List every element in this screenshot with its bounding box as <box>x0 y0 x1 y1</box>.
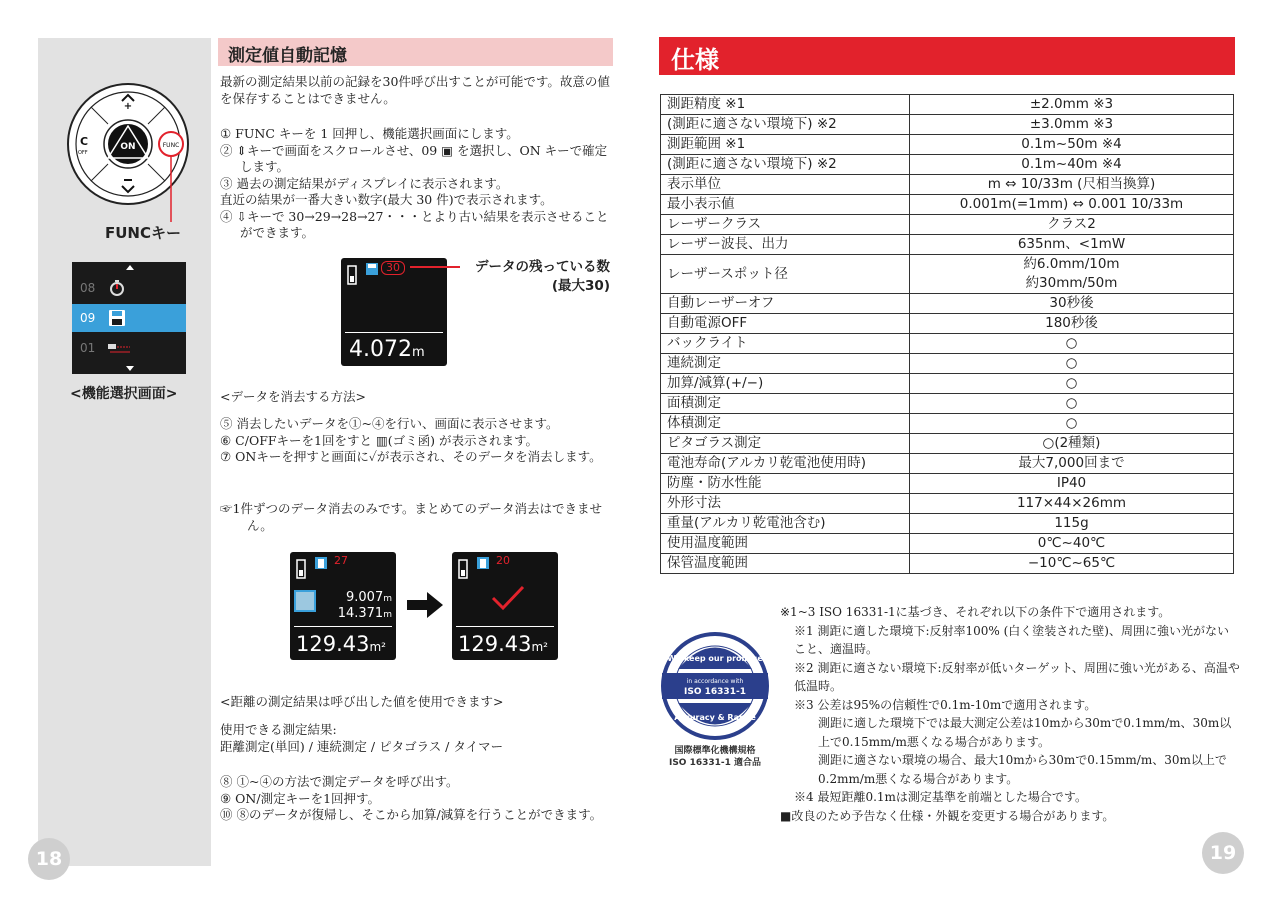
check-icon <box>490 584 526 612</box>
off-key-label: OFF <box>78 150 88 156</box>
spec-value: 635nm、<1mW <box>910 235 1234 255</box>
badge-bottom-text: Accuracy & Range <box>674 713 756 722</box>
usable-results: 使用できる測定結果: 距離測定(単回) / 連続測定 / ピタゴラス / タイマー <box>220 722 504 754</box>
spec-value: ○ <box>910 394 1234 414</box>
note-line: ※3 公差は95%の信頼性で0.1m-10mで適用されます。 <box>794 697 1097 712</box>
main-value: 129.43m² <box>296 632 386 656</box>
note-line: 測距に適した環境下では最大測定公差は10mから30mで0.1mm/m、30m以上で0.15mm/m悪くなる場合があります。 <box>818 716 1232 749</box>
note-line: ※1 測距に適した環境下:反射率100% (白く塗装された壁)、周囲に強い光がないこと、適温時。 <box>794 623 1229 656</box>
record-count-badge: 30 <box>381 261 405 275</box>
spec-row <box>661 155 1234 175</box>
spec-value: ±3.0mm ※3 <box>910 115 1234 135</box>
spec-value: クラス2 <box>910 215 1234 235</box>
value-line-1: 9.007m <box>346 590 392 605</box>
spec-value: 0.1m~40m ※4 <box>910 155 1234 175</box>
step-item: ④ ⇩キーで 30→29→28→27・・・とより古い結果を表示させることができます。 <box>220 208 609 240</box>
spec-row <box>661 334 1234 354</box>
spec-label: 自動レーザーオフ <box>661 294 910 314</box>
spec-label: 加算/減算(+/−) <box>661 374 910 394</box>
step-item: ② ⇕キーで画面をスクロールさせ、09 ▣ を選択し、ON キーで確定します。 <box>220 142 608 174</box>
spec-value: ○(2種類) <box>910 434 1234 454</box>
spec-row <box>661 394 1234 414</box>
data-count-callout: データの残っている数 (最大30) <box>475 259 610 294</box>
svg-text:+: + <box>123 101 133 112</box>
save-icon <box>365 262 379 276</box>
device-screen-recall <box>341 258 447 366</box>
on-key-label: ON <box>120 142 136 152</box>
record-count: 20 <box>496 554 510 567</box>
spec-label: 重量(アルカリ乾電池含む) <box>661 514 910 534</box>
step-item: ③ 過去の測定結果がディスプレイに表示されます。 <box>220 175 509 191</box>
badge-top-text: We keep our promise <box>667 654 763 663</box>
spec-label: (測距に適さない環境下) ※2 <box>661 155 910 175</box>
spec-row <box>661 135 1234 155</box>
step-item: ⑤ 消去したいデータを①~④を行い、画面に表示させます。 <box>220 416 559 431</box>
note-line: ※1~3 ISO 16331-1に基づき、それぞれ以下の条件下で適用されます。 <box>780 605 1171 619</box>
c-key-label: C <box>80 135 89 148</box>
spec-label: 測距範囲 ※1 <box>661 135 910 155</box>
note-text: ☞1件ずつのデータ消去のみです。まとめてのデータ消去はできません。 <box>220 501 602 533</box>
spec-row <box>661 235 1234 255</box>
spec-value: m ⇔ 10/33m (尺相当換算) <box>910 175 1234 195</box>
callout-line <box>410 266 460 268</box>
spec-label: レーザースポット径 <box>661 255 910 294</box>
spec-value: ○ <box>910 374 1234 394</box>
badge-iso-text: ISO 16331-1 <box>684 687 746 697</box>
trash-icon <box>476 556 490 570</box>
iso-caption: 国際標準化機構規格 ISO 16331-1 適合品 <box>668 746 762 768</box>
page-number-right: 19 <box>1202 832 1244 874</box>
keypad-illustration <box>62 82 202 222</box>
spec-label: 表示単位 <box>661 175 910 195</box>
func-key-caption: FUNCキー <box>105 224 181 242</box>
spec-value: 0.1m~50m ※4 <box>910 135 1234 155</box>
step-item: ① FUNC キーを 1 回押し、機能選択画面にします。 <box>220 126 519 141</box>
device-icon <box>457 558 471 582</box>
steps-list <box>220 126 612 242</box>
spec-value: 0.001m(=1mm) ⇔ 0.001 10/33m <box>910 195 1234 215</box>
delete-title: <データを消去する方法> <box>220 389 366 404</box>
menu-row: 01 <box>72 334 186 362</box>
spec-label: レーザークラス <box>661 215 910 235</box>
spec-value: 30秒後 <box>910 294 1234 314</box>
spec-notes <box>780 603 1240 825</box>
badge-middle-text: in accordance with <box>686 678 744 685</box>
spec-row <box>661 514 1234 534</box>
spec-value: 117×44×26mm <box>910 494 1234 514</box>
function-menu-screen <box>72 262 186 374</box>
spec-label: 外形寸法 <box>661 494 910 514</box>
spec-value: ○ <box>910 334 1234 354</box>
spec-label: ピタゴラス測定 <box>661 434 910 454</box>
save-icon <box>106 308 128 328</box>
spec-row <box>661 494 1234 514</box>
spec-label: 測距精度 ※1 <box>661 95 910 115</box>
device-screen-deleted <box>452 552 558 660</box>
note-line: ■改良のため予告なく仕様・外観を変更する場合があります。 <box>780 808 1115 823</box>
func-key-label: FUNC <box>162 142 180 149</box>
record-count: 27 <box>334 554 348 567</box>
trash-icon <box>314 556 328 570</box>
spec-title: 仕様 <box>659 37 1235 75</box>
spec-value: 0℃~40℃ <box>910 534 1234 554</box>
spec-value: 180秒後 <box>910 314 1234 334</box>
spec-row <box>661 354 1234 374</box>
spec-label: 保管温度範囲 <box>661 554 910 574</box>
value-line-2: 14.371m <box>337 606 392 621</box>
spec-row <box>661 195 1234 215</box>
note-line: 測距に適さない環境の場合、最大10mから30mで0.15mm/m、30m以上で0.2mm/m悪くなる場合があります。 <box>818 753 1227 786</box>
menu-down-arrow-icon <box>126 366 134 371</box>
spec-row <box>661 414 1234 434</box>
spec-row <box>661 175 1234 195</box>
menu-row-selected: 09 <box>72 304 186 332</box>
area-icon <box>294 590 316 612</box>
step-item: ⑦ ONキーを押すと画面に✓が表示され、そのデータを消去します。 <box>220 449 602 464</box>
spec-row <box>661 314 1234 334</box>
menu-up-arrow-icon <box>126 265 134 270</box>
spec-label: 使用温度範囲 <box>661 534 910 554</box>
spec-label: 最小表示値 <box>661 195 910 215</box>
spec-value: 最大7,000回まで <box>910 454 1234 474</box>
spec-value: IP40 <box>910 474 1234 494</box>
spec-label: 防塵・防水性能 <box>661 474 910 494</box>
spec-label: 連続測定 <box>661 354 910 374</box>
spec-value: −10℃~65℃ <box>910 554 1234 574</box>
spec-row <box>661 474 1234 494</box>
step-item: ⑥ C/OFFキーを1回をすと ▥(ゴミ函) が表示されます。 <box>220 432 539 448</box>
spec-label: 体積測定 <box>661 414 910 434</box>
spec-row <box>661 534 1234 554</box>
iso-badge <box>660 631 770 741</box>
spec-row <box>661 115 1234 135</box>
page-number-left: 18 <box>28 838 70 880</box>
timer-icon <box>106 278 128 298</box>
spec-value: 約6.0mm/10m 約30mm/50m <box>910 255 1234 294</box>
intro-text: 最新の測定結果以前の記録を30件呼び出すことが可能です。故意の値を保存することはできません。 <box>220 74 610 106</box>
arrow-right-icon <box>407 592 443 618</box>
section-title: 測定値自動記憶 <box>218 38 613 66</box>
spec-row <box>661 454 1234 474</box>
spec-label: レーザー波長、出力 <box>661 235 910 255</box>
spec-row <box>661 294 1234 314</box>
recall-steps <box>220 774 612 824</box>
spec-row <box>661 554 1234 574</box>
delete-steps <box>220 416 612 466</box>
main-value: 129.43m² <box>458 632 548 656</box>
spec-label: バックライト <box>661 334 910 354</box>
device-screen-delete <box>290 552 396 660</box>
note-line: ※2 測距に適さない環境下:反射率が低いターゲット、周囲に強い光がある、高温や低温時。 <box>794 660 1240 693</box>
device-icon <box>346 264 360 288</box>
measured-value: 4.072m <box>349 337 425 362</box>
spec-value: ○ <box>910 354 1234 374</box>
spec-row <box>661 374 1234 394</box>
spec-label: 自動電源OFF <box>661 314 910 334</box>
menu-caption: <機能選択画面> <box>70 386 178 402</box>
menu-row: 08 <box>72 274 186 302</box>
spec-row <box>661 434 1234 454</box>
device-icon <box>295 558 309 582</box>
spec-label: 電池寿命(アルカリ乾電池使用時) <box>661 454 910 474</box>
spec-row <box>661 255 1234 294</box>
spec-row <box>661 95 1234 115</box>
note-line: ※4 最短距離0.1mは測定基準を前端とした場合です。 <box>794 790 1087 804</box>
recall-title: <距離の測定結果は呼び出した値を使用できます> <box>220 694 504 709</box>
spec-value: ○ <box>910 414 1234 434</box>
spec-value: 115g <box>910 514 1234 534</box>
spec-value: ±2.0mm ※3 <box>910 95 1234 115</box>
step-item: ⑩ ⑧のデータが復帰し、そこから加算/減算を行うことができます。 <box>220 807 603 822</box>
step-item: ⑧ ①~④の方法で測定データを呼び出す。 <box>220 774 459 789</box>
spec-label: 面積測定 <box>661 394 910 414</box>
spec-row <box>661 215 1234 235</box>
laser-distance-icon <box>106 338 134 358</box>
step-item: ⑨ ON/測定キーを1回押す。 <box>220 790 381 806</box>
step-item: 直近の結果が一番大きい数字(最大 30 件)で表示されます。 <box>220 192 553 207</box>
spec-label: (測距に適さない環境下) ※2 <box>661 115 910 135</box>
spec-table <box>660 94 1234 574</box>
